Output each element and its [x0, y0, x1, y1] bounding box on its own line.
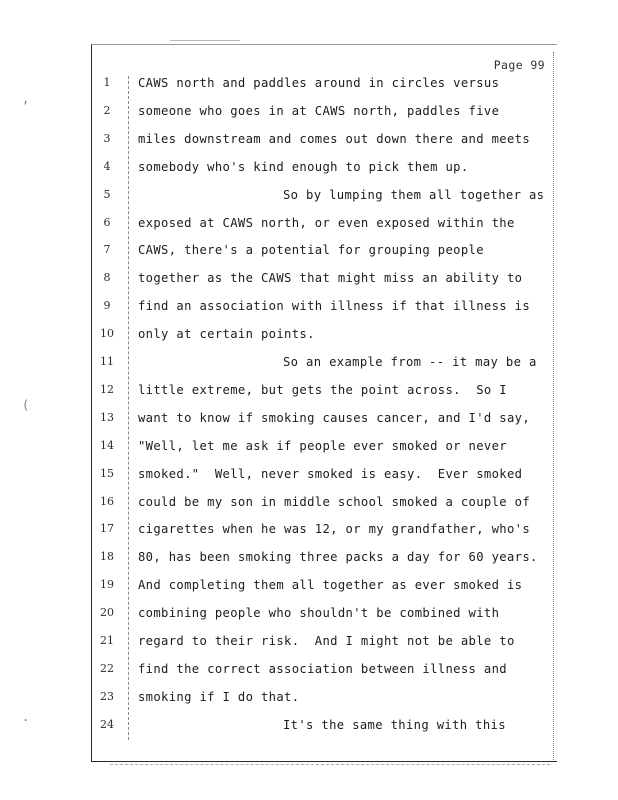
line-text: regard to their risk. And I might not be able to — [138, 634, 515, 648]
line-number: 17 — [100, 522, 114, 536]
line-number: 13 — [100, 410, 114, 424]
page-number: Page 99 — [493, 58, 545, 72]
line-number: 8 — [103, 271, 111, 285]
transcript-line — [0, 188, 560, 208]
line-text: find the correct association between illness and — [138, 661, 507, 676]
transcript-line — [0, 216, 560, 236]
line-text: exposed at CAWS north, or even exposed within the — [138, 215, 515, 230]
line-text: "Well, let me ask if people ever smoked or never — [138, 438, 507, 453]
margin-speck: ( — [22, 398, 30, 412]
margin-speck: , — [22, 92, 30, 106]
line-number: 19 — [100, 578, 114, 592]
transcript-line — [0, 104, 560, 124]
transcript-line — [0, 578, 560, 598]
transcript-line — [0, 522, 560, 542]
line-text: combining people who shouldn't be combined with — [138, 606, 500, 621]
line-text: And completing them all together as ever smoked is — [138, 578, 523, 593]
scan-artifact-top — [170, 40, 240, 41]
line-number: 11 — [100, 355, 114, 368]
transcript-line — [0, 132, 560, 152]
line-number: 4 — [103, 159, 111, 173]
line-text: want to know if smoking causes cancer, and I'd say, — [138, 410, 531, 425]
transcript-line — [0, 243, 560, 263]
line-number: 10 — [100, 327, 114, 341]
line-number: 23 — [100, 689, 114, 703]
margin-speck: . — [22, 710, 30, 724]
transcript-line — [0, 467, 560, 487]
line-number: 1 — [103, 76, 111, 89]
transcript-line — [0, 383, 560, 403]
transcript-line — [0, 271, 560, 291]
scan-artifact-bottom — [110, 764, 550, 765]
line-number: 2 — [103, 103, 111, 117]
line-text: cigarettes when he was 12, or my grandfather, who's — [138, 522, 531, 537]
line-text: 80, has been smoking three packs a day for 60 years. — [138, 550, 538, 565]
line-text: It's the same thing with this — [283, 717, 506, 732]
line-number: 6 — [103, 215, 111, 229]
line-text: could be my son in middle school smoked a couple of — [138, 494, 531, 509]
line-number: 24 — [100, 717, 114, 731]
transcript-line — [0, 160, 560, 180]
transcript-line — [0, 411, 560, 431]
line-text: smoking if I do that. — [138, 689, 300, 704]
line-number: 20 — [100, 606, 114, 620]
line-number: 12 — [100, 382, 114, 396]
line-number: 14 — [100, 438, 114, 452]
line-number: 5 — [103, 187, 111, 201]
transcript-line — [0, 634, 560, 654]
transcript-line — [0, 439, 560, 459]
line-text: smoked." Well, never smoked is easy. Ever smoked — [138, 466, 523, 481]
line-text: CAWS north and paddles around in circles versus — [138, 76, 500, 90]
line-text: only at certain points. — [138, 327, 315, 342]
line-text: little extreme, but gets the point across. So I — [138, 382, 507, 397]
transcript-line — [0, 690, 560, 710]
line-text: find an association with illness if that illness is — [138, 299, 531, 314]
line-number: 3 — [103, 131, 111, 145]
line-number: 22 — [100, 661, 114, 675]
transcript-line — [0, 299, 560, 319]
line-number: 18 — [100, 550, 114, 564]
transcript-line — [0, 495, 560, 515]
line-text: So by lumping them all together as — [283, 187, 545, 202]
line-number: 9 — [103, 299, 111, 313]
transcript-line — [0, 550, 560, 570]
line-number: 21 — [100, 634, 114, 647]
line-text: together as the CAWS that might miss an ability to — [138, 271, 523, 286]
line-text: miles downstream and comes out down there and meets — [138, 131, 531, 146]
line-text: somebody who's kind enough to pick them up. — [138, 159, 469, 174]
line-text: CAWS, there's a potential for grouping people — [138, 243, 484, 258]
transcript-line — [0, 718, 560, 738]
line-text: So an example from -- it may be a — [283, 355, 537, 369]
transcript-line — [0, 76, 560, 96]
line-number: 7 — [103, 243, 111, 257]
line-number: 15 — [100, 466, 114, 480]
transcript-line — [0, 327, 560, 347]
transcript-line — [0, 662, 560, 682]
line-text: someone who goes in at CAWS north, paddles five — [138, 103, 500, 118]
transcript-line — [0, 355, 560, 375]
transcript-line — [0, 606, 560, 626]
line-number: 16 — [100, 494, 114, 508]
